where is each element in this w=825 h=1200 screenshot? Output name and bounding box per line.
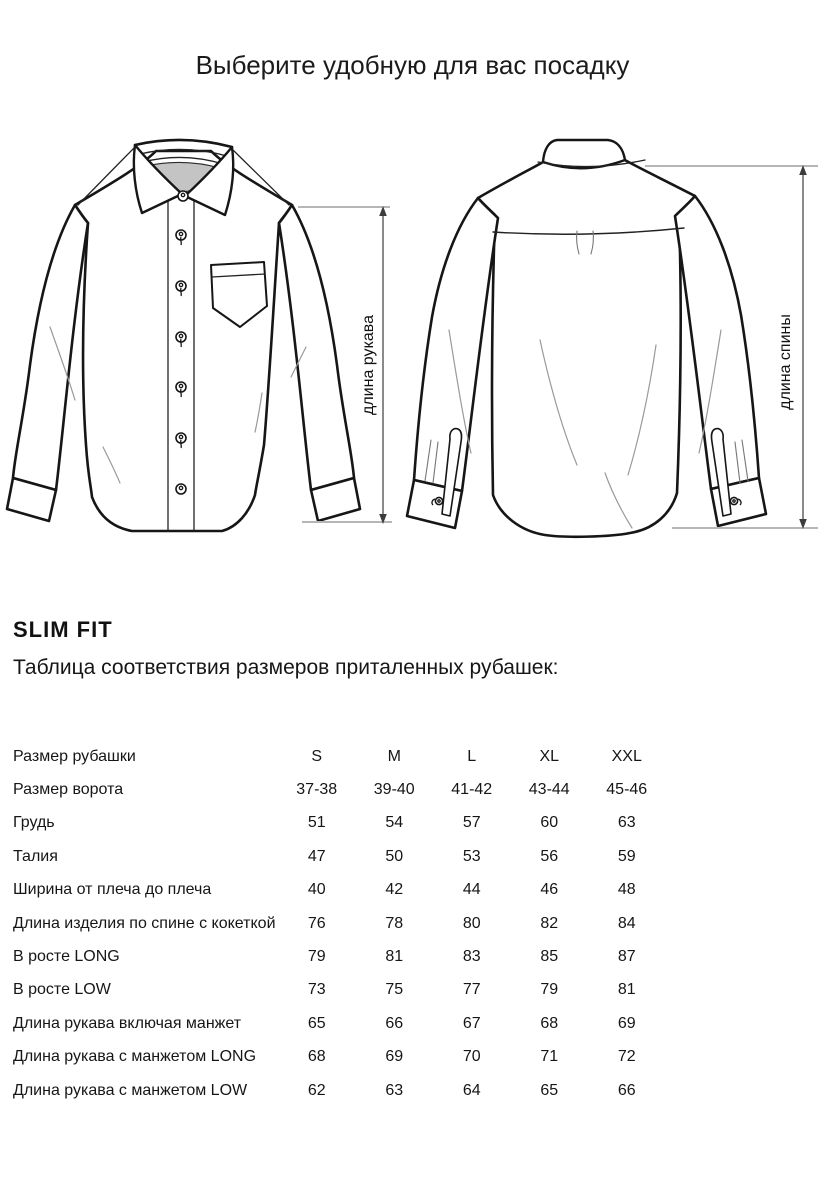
row-label: В росте LONG	[13, 948, 120, 966]
size-col-l: L	[467, 747, 477, 765]
table-row: Длина рукава с манжетом LOW 62 63 64 65 66	[13, 1081, 636, 1099]
back-length-dimension-arrow	[797, 165, 809, 529]
row-label: Длина рукава с манжетом LOW	[13, 1081, 248, 1099]
size-col-xl: XL	[539, 747, 560, 765]
back-length-label: длина спины	[777, 314, 794, 410]
table-row: В росте LONG 79 81 83 85 87	[13, 948, 636, 966]
page-title: Выберите удобную для вас посадку	[195, 50, 630, 80]
size-col-m: M	[387, 747, 401, 765]
size-table	[13, 740, 703, 1107]
table-row: Грудь 51 54 57 60 63	[13, 814, 636, 832]
table-row: Длина рукава включая манжет 65 66 67 68 69	[13, 1014, 636, 1032]
shirt-back-left-sleeve	[407, 198, 498, 528]
fit-heading: SLIM FIT	[13, 617, 113, 642]
row-label: Ширина от плеча до плеча	[13, 881, 212, 899]
row-label: Грудь	[13, 814, 55, 832]
collar-button	[178, 191, 188, 201]
table-header-row	[13, 740, 703, 773]
size-col-s: S	[311, 747, 323, 765]
shirt-front-illustration	[12, 135, 348, 565]
row-label: В росте LOW	[13, 981, 111, 999]
table-row: В росте LOW 73 75 77 79 81	[13, 981, 636, 999]
sleeve-length-label: длина рукава	[360, 315, 377, 415]
shirt-front-left-sleeve	[7, 205, 88, 521]
size-col-xxl: XXL	[611, 747, 642, 765]
shirt-front-right-sleeve	[279, 205, 360, 521]
header-label: Размер рубашки	[13, 747, 136, 765]
table-row: Размер ворота 37-38 39-40 41-42 43-44 45-46	[13, 781, 648, 799]
table-subtitle: Таблица соответствия размеров приталенных рубашек:	[13, 656, 559, 679]
shirt-back-body	[478, 159, 695, 537]
row-label: Талия	[13, 847, 58, 865]
table-row: Длина изделия по спине с кокеткой 76 78 80 82 84	[13, 914, 636, 932]
back-length-top-reference-line	[645, 165, 818, 167]
row-label: Длина рукава включая манжет	[13, 1014, 242, 1032]
table-row: Длина рукава с манжетом LONG 68 69 70 71 72	[13, 1048, 636, 1066]
shirt-back-right-sleeve	[675, 196, 766, 526]
shirt-back-illustration	[405, 135, 765, 565]
row-label: Размер ворота	[13, 781, 124, 799]
table-row: Талия 47 50 53 56 59	[13, 847, 636, 865]
table-row: Ширина от плеча до плеча 40 42 44 46 48	[13, 881, 636, 899]
row-label: Длина изделия по спине с кокеткой	[13, 914, 276, 932]
row-label: Длина рукава с манжетом LONG	[13, 1048, 257, 1066]
